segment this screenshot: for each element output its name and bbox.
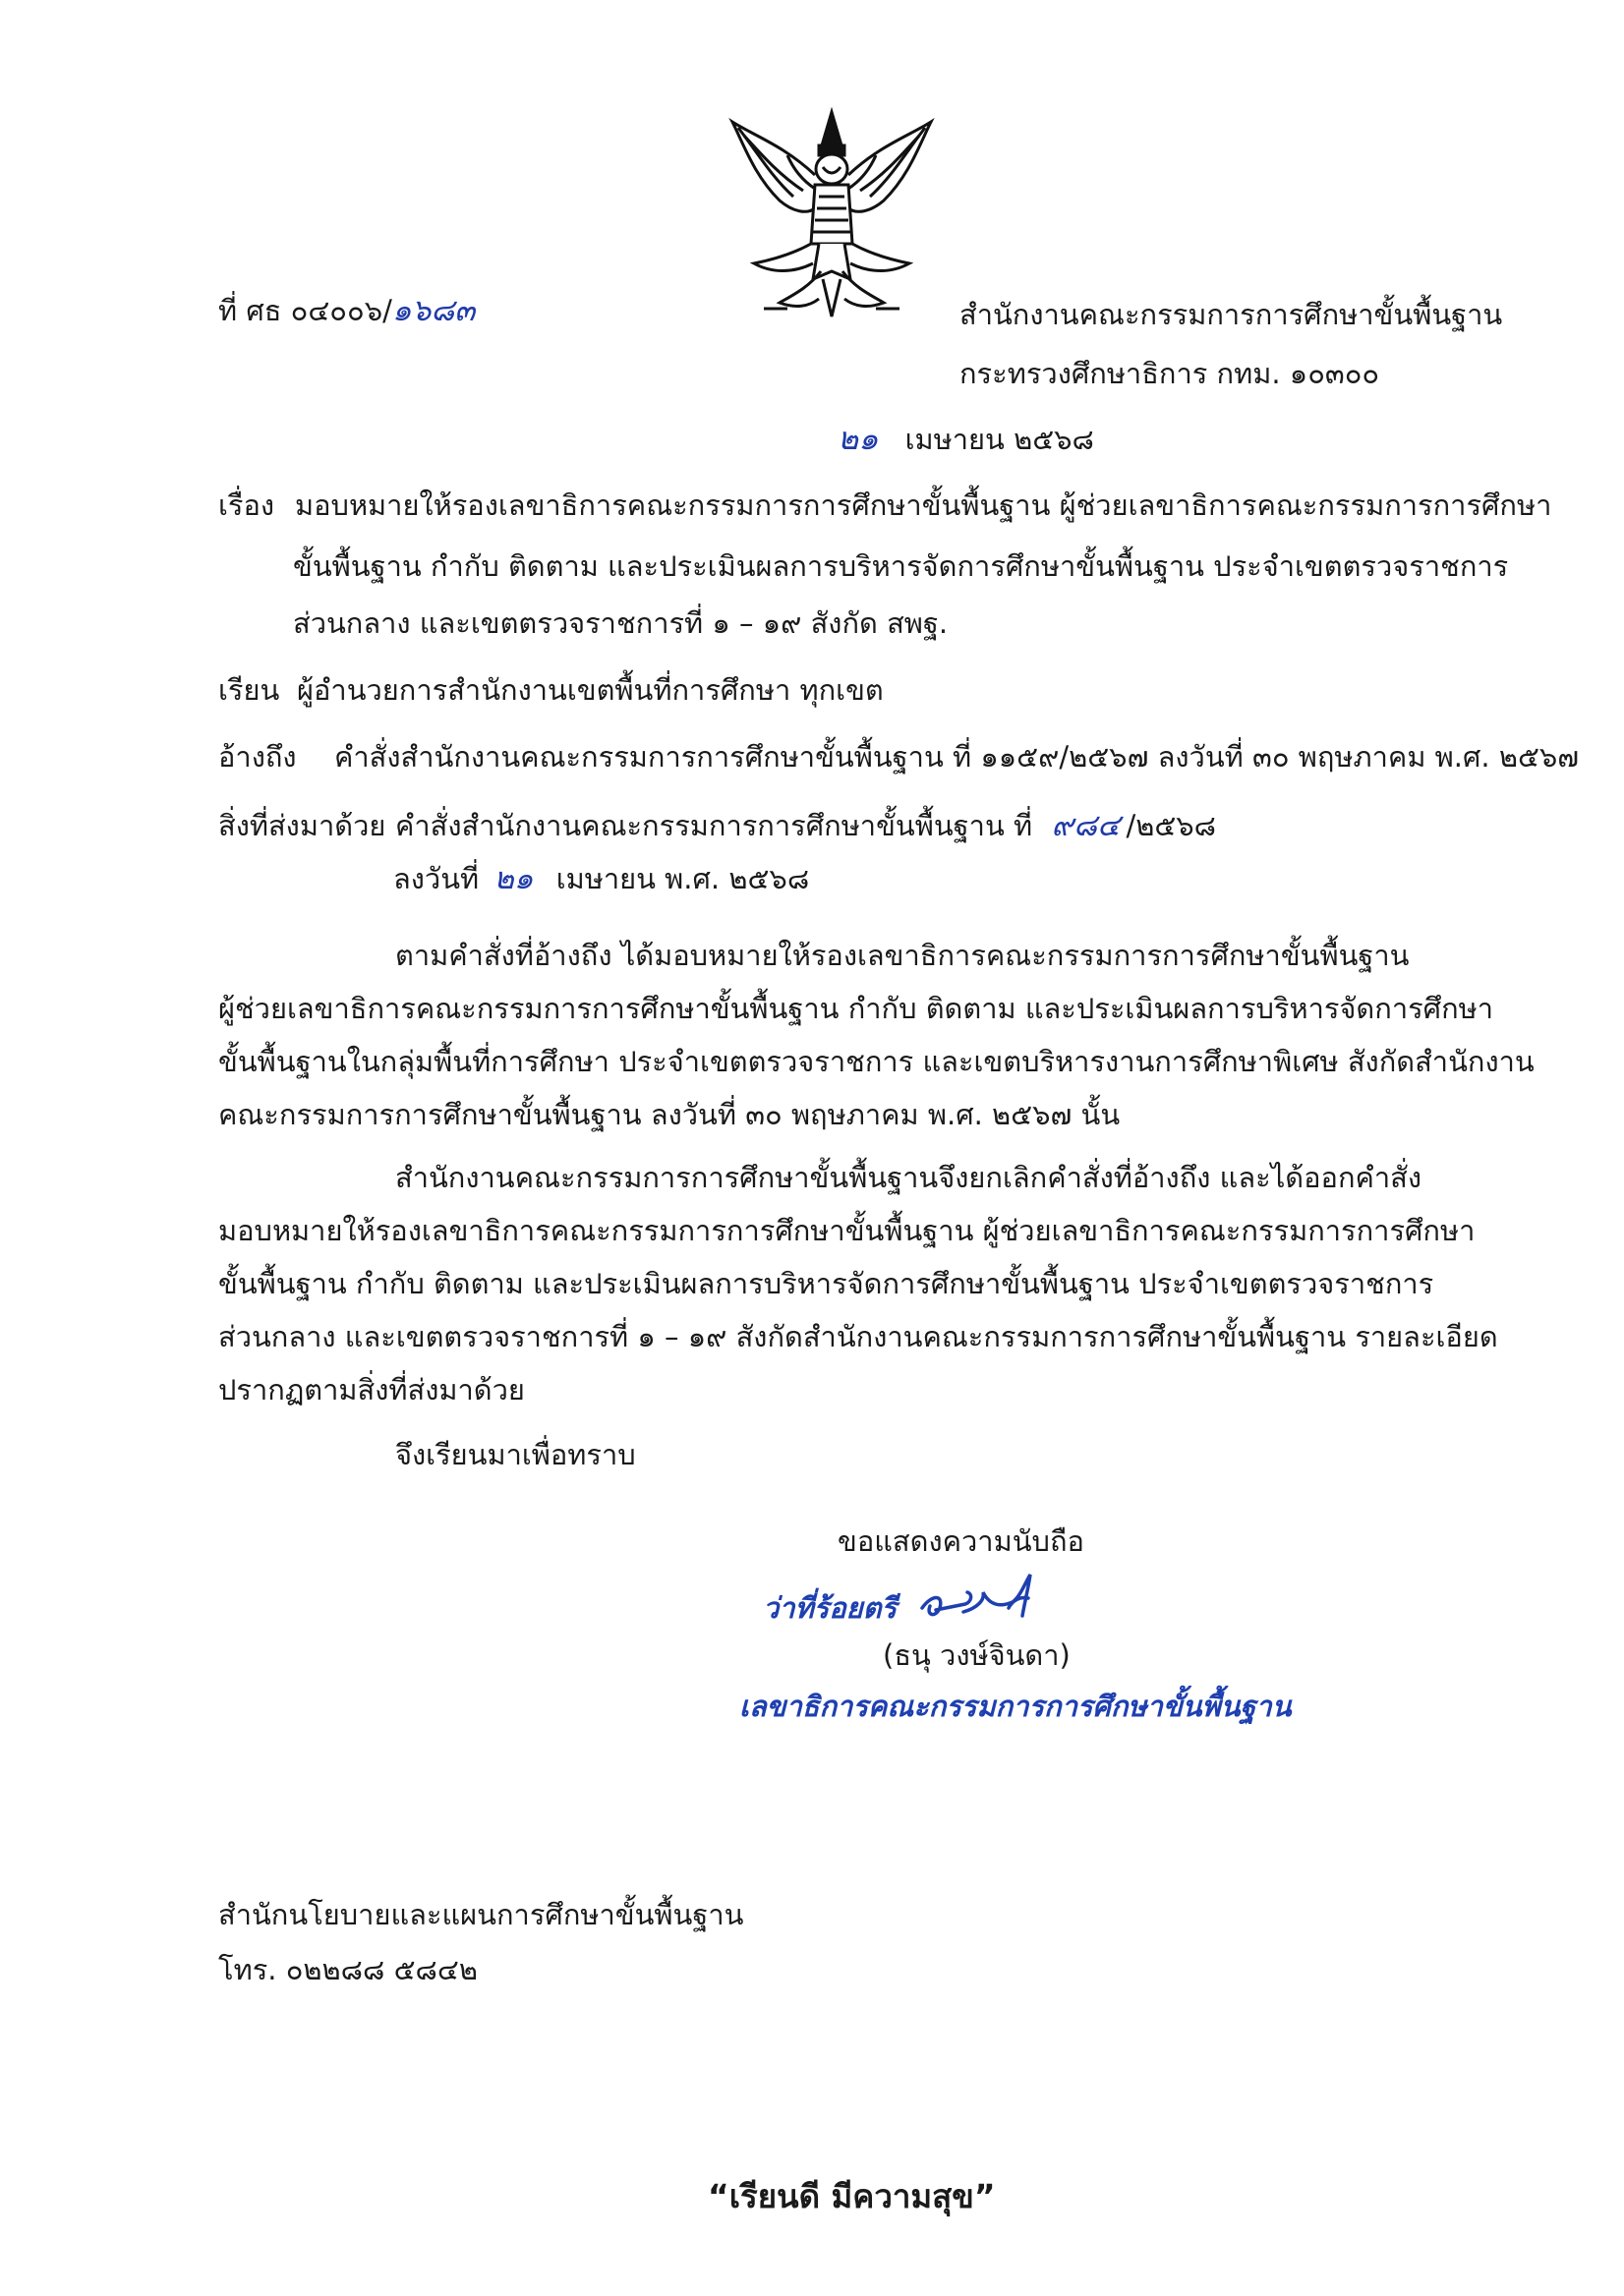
enclosure-label: สิ่งที่ส่งมาด้วย [218,809,386,842]
enclosure-number-handwritten: ๙๘๔ [1051,808,1121,843]
para2-line-1: สำนักงานคณะกรรมการการศึกษาขั้นพื้นฐานจึงยกเลิกคำสั่งที่อ้างถึง และได้ออกคำสั่ง [395,1161,1422,1194]
reference-prefix: ที่ ศธ ๐๔๐๐๖/ [218,294,392,327]
enclosure-date-rest: เมษายน พ.ศ. ๒๕๖๘ [555,862,810,895]
closing-line: จึงเรียนมาเพื่อทราบ [395,1438,636,1471]
signer-rank: ว่าที่ร้อยตรี [763,1591,898,1625]
recipient-label: เรียน [218,673,280,707]
document-date [838,417,1094,461]
subject-line-2: ขั้นพื้นฐาน กำกับ ติดตาม และประเมินผลการบริหารจัดการศึกษาขั้นพื้นฐาน ประจำเขตตรวจราชการ [293,549,1509,583]
salutation: ขอแสดงความนับถือ [838,1524,1084,1558]
para2-line-2: มอบหมายให้รองเลขาธิการคณะกรรมการการศึกษาขั้นพื้นฐาน ผู้ช่วยเลขาธิการคณะกรรมการการศึกษา [218,1214,1476,1247]
recipient-text: ผู้อำนวยการสำนักงานเขตพื้นที่การศึกษา ทุกเขต [297,673,884,707]
para1-line-3: ขั้นพื้นฐานในกลุ่มพื้นที่การศึกษา ประจำเขตตรวจราชการ และเขตบริหารงานการศึกษาพิเศษ สังกัดสำนักงาน [218,1045,1535,1078]
enclosure-date-day-handwritten: ๒๑ [493,861,534,896]
enclosure-date-prefix: ลงวันที่ [393,862,480,895]
enclosure-line-1 [395,804,1216,847]
subject-line-3: ส่วนกลาง และเขตตรวจราชการที่ ๑ – ๑๙ สังกัด สพฐ. [293,606,949,640]
date-day-handwritten: ๒๑ [838,420,879,457]
reference-text: คำสั่งสำนักงานคณะกรรมการการศึกษาขั้นพื้นฐาน ที่ ๑๑๕๙/๒๕๖๗ ลงวันที่ ๓๐ พฤษภาคม พ.ศ. ๒๕๖๗ [334,740,1580,774]
enclosure-number-suffix: /๒๕๖๘ [1126,809,1217,842]
garuda-emblem [725,106,939,326]
reference-label: อ้างถึง [218,740,297,774]
para2-line-5: ปรากฏตามสิ่งที่ส่งมาด้วย [218,1373,525,1406]
signer-name: (ธนุ วงษ์จินดา) [883,1638,1071,1672]
para2-line-3: ขั้นพื้นฐาน กำกับ ติดตาม และประเมินผลการบริหารจัดการศึกษาขั้นพื้นฐาน ประจำเขตตรวจราชการ [218,1267,1434,1300]
agency-name: สำนักงานคณะกรรมการการศึกษาขั้นพื้นฐาน [959,298,1503,331]
para1-line-4: คณะกรรมการการศึกษาขั้นพื้นฐาน ลงวันที่ ๓๐ พฤษภาคม พ.ศ. ๒๕๖๗ นั้น [218,1098,1121,1131]
agency-address: กระทรวงศึกษาธิการ กทม. ๑๐๓๐๐ [959,357,1380,390]
subject-label: เรื่อง [218,488,275,522]
subject-line-1: มอบหมายให้รองเลขาธิการคณะกรรมการการศึกษาขั้นพื้นฐาน ผู้ช่วยเลขาธิการคณะกรรมการการศึกษา [295,488,1552,522]
enclosure-text: คำสั่งสำนักงานคณะกรรมการการศึกษาขั้นพื้นฐาน ที่ [395,809,1033,842]
para1-line-2: ผู้ช่วยเลขาธิการคณะกรรมการการศึกษาขั้นพื้นฐาน กำกับ ติดตาม และประเมินผลการบริหารจัดการศึกษา [218,992,1494,1025]
date-month-year: เมษายน ๒๕๖๘ [904,423,1094,456]
para1-line-1: ตามคำสั่งที่อ้างถึง ได้มอบหมายให้รองเลขาธิการคณะกรรมการการศึกษาขั้นพื้นฐาน [395,939,1410,972]
reference-number-handwritten: ๑๖๘๓ [391,293,476,328]
handwritten-signature [914,1565,1052,1634]
signer-position: เลขาธิการคณะกรรมการการศึกษาขั้นพื้นฐาน [739,1690,1292,1723]
footer-phone: โทร. ๐๒๒๘๘ ๕๘๔๒ [218,1953,478,1986]
para2-line-4: ส่วนกลาง และเขตตรวจราชการที่ ๑ – ๑๙ สังกัดสำนักงานคณะกรรมการการศึกษาขั้นพื้นฐาน รายละเอียด [218,1320,1498,1353]
enclosure-line-2 [393,857,809,900]
footer-office: สำนักนโยบายและแผนการศึกษาขั้นพื้นฐาน [218,1898,744,1931]
slogan: “เรียนดี มีความสุข” [708,2177,996,2215]
reference-number [218,289,475,332]
